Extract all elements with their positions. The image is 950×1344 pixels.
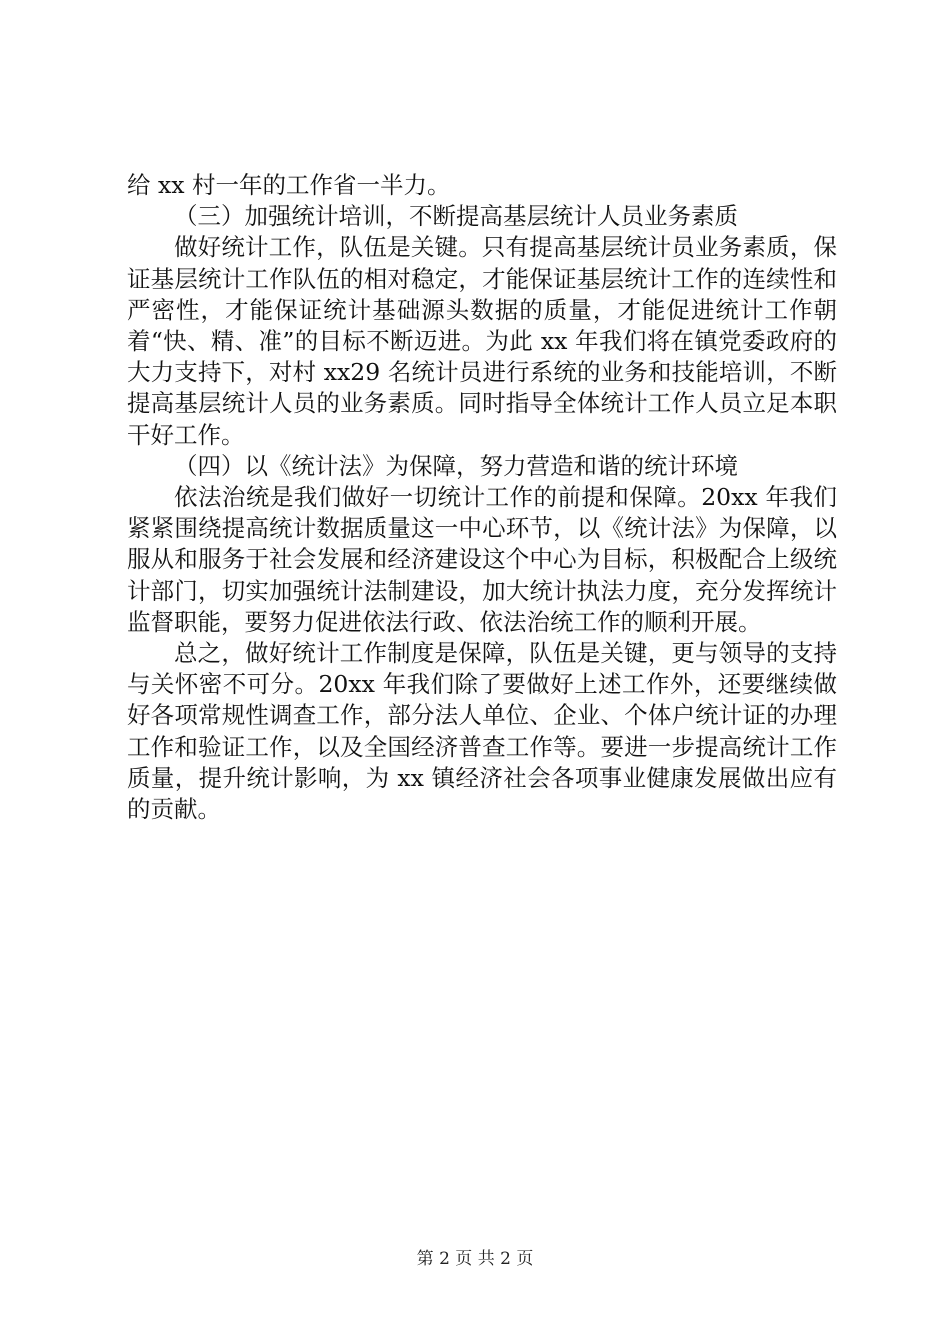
page-number-footer: 第 2 页 共 2 页 bbox=[416, 1249, 534, 1269]
paragraph-continuation: 给 xx 村一年的工作省一半力。 bbox=[127, 171, 451, 199]
paragraph-statistics-law: 依法治统是我们做好一切统计工作的前提和保障。20xx 年我们紧紧围绕提高统计数据质量这一中心环节，以《统计法》为保障，以服从和服务于社会发展和经济建设这个中心为目标，积极配合上级统计部门，切实加强统计法制建设，加大统计执法力度，充分发挥统计监督职能，要努力促进依法行政、依法治统工作的顺利开展。 bbox=[127, 483, 837, 636]
paragraph-training: 做好统计工作，队伍是关键。只有提高基层统计员业务素质，保证基层统计工作队伍的相对稳定，才能保证基层统计工作的连续性和严密性，才能保证统计基础源头数据的质量，才能促进统计工作朝着“快、精、准”的目标不断迈进。为此 xx 年我们将在镇党委政府的大力支持下，对村 xx29 名统计员进行系统的业务和技能培训，不断提高基层统计人员的业务素质。同时指导全体统计工作人员立足本职干好工作。 bbox=[127, 233, 837, 449]
document-body bbox=[127, 170, 837, 825]
section-heading-training: （三）加强统计培训，不断提高基层统计人员业务素质 bbox=[174, 202, 738, 231]
paragraph-conclusion: 总之，做好统计工作制度是保障，队伍是关键，更与领导的支持与关怀密不可分。20xx 年我们除了要做好上述工作外，还要继续做好各项常规性调查工作，部分法人单位、企业、个体户统计证的办理工作和验证工作，以及全国经济普查工作等。要进一步提高统计工作质量，提升统计影响，为 xx 镇经济社会各项事业健康发展做出应有的贡献。 bbox=[127, 639, 837, 824]
section-heading-statistics-law: （四）以《统计法》为保障，努力营造和谐的统计环境 bbox=[174, 451, 738, 480]
